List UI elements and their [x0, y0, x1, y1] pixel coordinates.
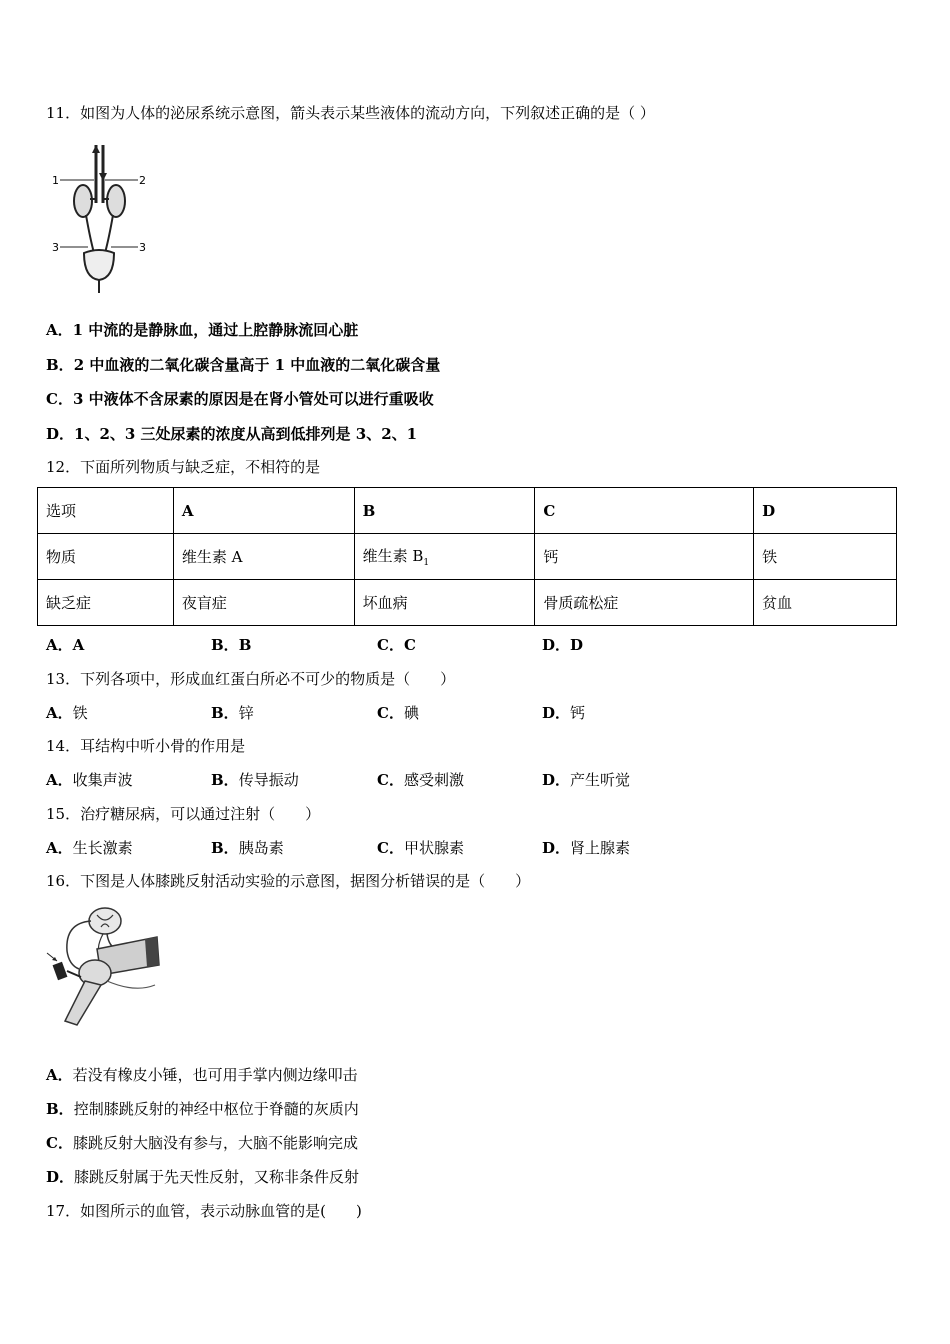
- table-cell: 维生素 $B_1$: [354, 534, 535, 580]
- q16-option-c: C．膝跳反射大脑没有参与，大脑不能影响完成: [46, 1134, 358, 1152]
- q13-option-b: B．锌: [211, 704, 254, 722]
- q15-option-d: D．肾上腺素: [542, 839, 631, 857]
- table-cell: B: [354, 488, 535, 534]
- q16-option-a: A．若没有橡皮小锤，也可用手掌内侧边缘叩击: [46, 1066, 358, 1084]
- q15-stem: 15．治疗糖尿病，可以通过注射（ ）: [46, 805, 321, 823]
- q13-option-c: C．碘: [377, 704, 419, 722]
- q15-option-b: B．胰岛素: [211, 839, 284, 857]
- q15-options: [46, 837, 666, 857]
- q14-option-a: A．收集声波: [46, 771, 133, 789]
- q12-table: [37, 487, 897, 626]
- q16-stem: 16．下图是人体膝跳反射活动实验的示意图，据图分析错误的是（ ）: [46, 872, 531, 890]
- table-cell: 坏血病: [354, 580, 535, 626]
- q13-option-a: A．铁: [46, 704, 88, 722]
- q13-options: [46, 702, 666, 722]
- label-3-right: 3: [139, 241, 146, 254]
- table-cell: 贫血: [754, 580, 897, 626]
- label-1: 1: [52, 174, 59, 187]
- table-cell: 铁: [754, 534, 897, 580]
- urinary-system-figure: [50, 143, 160, 293]
- table-cell: C: [535, 488, 754, 534]
- q14-option-c: C．感受刺激: [377, 771, 464, 789]
- q11-option-a: A．1 中流的是静脉血，通过上腔静脉流回心脏: [46, 321, 359, 339]
- table-cell: 夜盲症: [173, 580, 354, 626]
- q12-options: [46, 634, 666, 654]
- q14-options: [46, 769, 666, 789]
- q12-option-b: B．B: [211, 636, 252, 654]
- table-cell: 维生素 A: [173, 534, 354, 580]
- q11-option-c: C．3 中液体不含尿素的原因是在肾小管处可以进行重吸收: [46, 390, 434, 408]
- label-3-left: 3: [52, 241, 59, 254]
- q11-option-b: B．2 中血液的二氧化碳含量高于 1 中血液的二氧化碳含量: [46, 356, 441, 374]
- q17-stem: 17．如图所示的血管，表示动脉血管的是( ): [46, 1202, 362, 1220]
- table-row: [38, 488, 897, 534]
- table-cell: 选项: [38, 488, 174, 534]
- q13-stem: 13．下列各项中，形成血红蛋白所必不可少的物质是（ ）: [46, 670, 456, 688]
- q15-option-c: C．甲状腺素: [377, 839, 464, 857]
- table-cell: 缺乏症: [38, 580, 174, 626]
- q11-stem: 11．如图为人体的泌尿系统示意图，箭头表示某些液体的流动方向，下列叙述正确的是（ ）: [46, 104, 655, 122]
- table-cell: 骨质疏松症: [535, 580, 754, 626]
- q12-option-d: D．D: [542, 636, 584, 654]
- q16-option-d: D．膝跳反射属于先天性反射，又称非条件反射: [46, 1168, 360, 1186]
- table-row: [38, 580, 897, 626]
- table-row: [38, 534, 897, 580]
- table-cell: D: [754, 488, 897, 534]
- q11-option-d: D．1、2、3 三处尿素的浓度从高到低排列是 3、2、1: [46, 425, 418, 443]
- table-cell: A: [173, 488, 354, 534]
- q16-option-b: B．控制膝跳反射的神经中枢位于脊髓的灰质内: [46, 1100, 359, 1118]
- q14-stem: 14．耳结构中听小骨的作用是: [46, 737, 246, 755]
- q14-option-d: D．产生听觉: [542, 771, 631, 789]
- label-2: 2: [139, 174, 146, 187]
- q13-option-d: D．钙: [542, 704, 586, 722]
- table-cell: 钙: [535, 534, 754, 580]
- q15-option-a: A．生长激素: [46, 839, 133, 857]
- knee-jerk-reflex-figure: [45, 903, 165, 1028]
- q12-stem: 12．下面所列物质与缺乏症，不相符的是: [46, 458, 321, 476]
- q12-option-c: C．C: [377, 636, 416, 654]
- table-cell: 物质: [38, 534, 174, 580]
- q14-option-b: B．传导振动: [211, 771, 299, 789]
- q12-option-a: A．A: [46, 636, 85, 654]
